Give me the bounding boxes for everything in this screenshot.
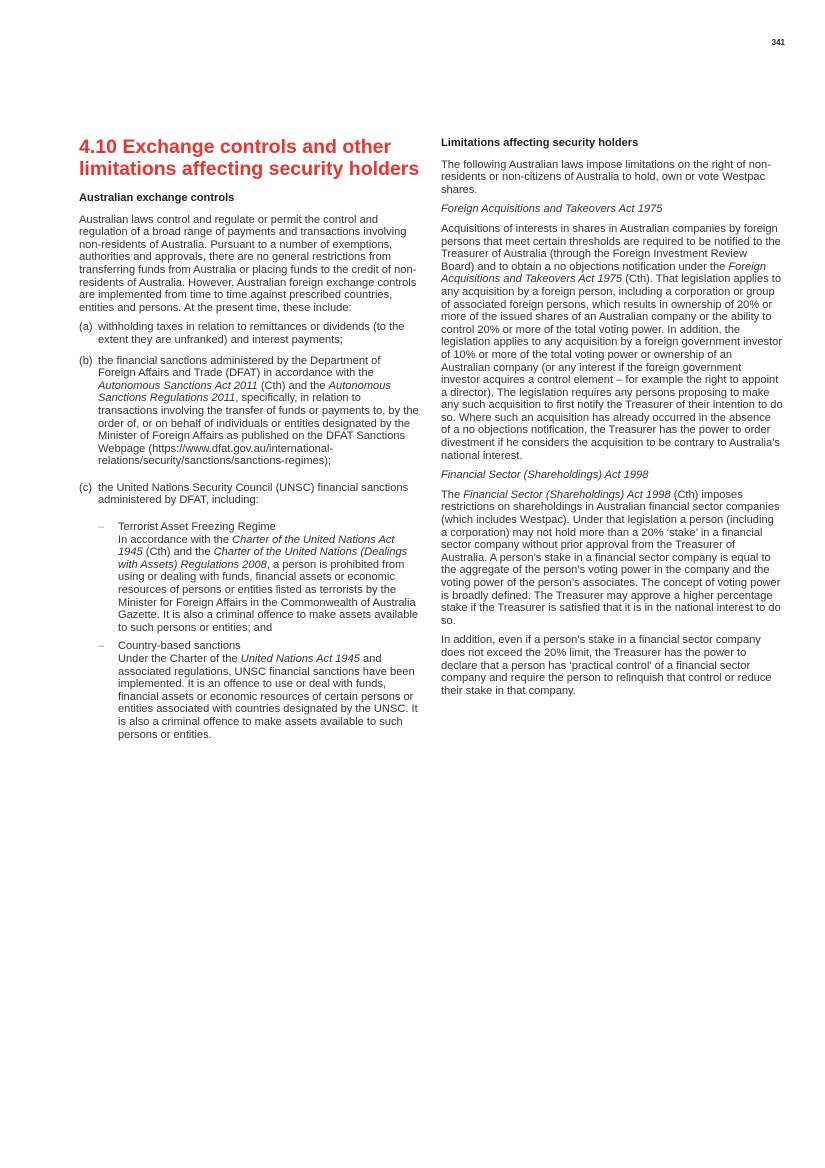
text-run: The (441, 488, 464, 501)
item-text: the United Nations Security Council (UNSC) financial sanctions administered by DFAT, including: (98, 481, 409, 507)
text-run: (Cth) and the (257, 379, 329, 392)
text-run: Acquisitions of interests in shares in Australian companies by foreign persons that meet certain thresholds are required to be notified to the Treasurer of Australia (through the Foreign Investment Review Board) and to obtain a no objections notification under the (441, 222, 781, 273)
left-column (79, 137, 421, 741)
text-run: (Cth) and the (142, 546, 214, 559)
list-item-c (79, 482, 421, 507)
item-text (98, 355, 421, 468)
text-run: (Cth). That legislation applies to any acquisition by a foreign person, including a corporation or group of associated foreign persons, which results in ownership of 20% or more of the issued shares of an Australian company or the ability to control 20% or more of the total voting power. In addition, the legislation applies to any acquisition by a foreign government investor of 10% or more of the total voting power or ownership of an Australian company (or any interest if the foreign government investor acquires a control element – for example the right to appoint a director). The legislation requires any persons proposing to make any such acquisition to first notify the Treasurer of their intention to do so. Where such an acquisition has already occurred in the absence of a no objections notification, the Treasurer has the power to order divestment if he considers the acquisition to be contrary to Australia’s national interest. (441, 273, 783, 462)
fata-paragraph (441, 223, 783, 462)
exchange-controls-subheading: Australian exchange controls (79, 192, 235, 204)
text-run: Under the Charter of the (118, 653, 241, 665)
act-title: Autonomous Sanctions Regulations 2011 (98, 379, 391, 405)
text-run: and associated regulations, UNSC financial sanctions have been implemented. It is an offence to use or deal with funds, financial assets or economic resources of certain persons or entities associated with countries designated by the UNSC. It is also a criminal offence to make assets available to such persons or entities. (118, 653, 418, 741)
sub-item-title: Terrorist Asset Freezing Regime (118, 521, 276, 534)
sub-item-terrorist-regime (98, 521, 421, 634)
text-run: (Cth) imposes restrictions on shareholdings in Australian financial sector companies (which includes Westpac). Under that legislation a person (including a corporation) may not hold more than a 20% ‘stake’ in a financial sector company without prior approval from the Treasurer of Australia. A person’s stake in a financial sector company is equal to the aggregate of the person’s voting power in the company and the voting power of the person’s associates. The concept of voting power is broadly defined. The Treasurer may approve a higher percentage stake if the Treasurer is satisfied that it is in the national interest to do so. (441, 488, 781, 627)
practical-control-paragraph: In addition, even if a person’s stake in a financial sector company does not exceed the 20% limit, the Treasurer has the power to declare that a person has ‘practical control’ of a financial sector company and require the person to relinquish that control or reduce their stake in that company. (441, 634, 772, 697)
act-title: Financial Sector (Shareholdings) Act 1998 (463, 488, 671, 501)
sub-item-text (118, 521, 421, 634)
dash-marker: – (98, 521, 105, 534)
exchange-controls-intro: Australian laws control and regulate or permit the control and regulation of a broad range of payments and transactions involving non-residents of Australia. Pursuant to a number of exemptions, authorities and approvals, there are no general restrictions from transferring funds from Australia or placing funds to the credit of non-residents of Australia. However, Australian foreign exchange controls are implemented from time to time against prescribed countries, entities and persons. At the present time, these include: (79, 213, 417, 314)
text-run: the financial sanctions administered by the Department of Foreign Affairs and Trade (DFAT) in accordance with the (98, 354, 381, 380)
act-title: United Nations Act 1945 (240, 653, 360, 665)
dash-marker: – (98, 640, 105, 653)
sub-item-title: Country-based sanctions (118, 640, 241, 653)
fssa-heading: Financial Sector (Shareholdings) Act 1998 (441, 469, 649, 482)
act-title: Charter of the United Nations Act 1945 (118, 533, 395, 559)
sub-item-country-sanctions (98, 640, 421, 741)
fssa-paragraph (441, 489, 783, 628)
limitations-intro: The following Australian laws impose limitations on the right of non-residents or non-citizens of Australia to hold, own or vote Westpac shares. (441, 158, 771, 196)
fata-heading: Foreign Acquisitions and Takeovers Act 1975 (441, 203, 663, 216)
list-item-a (79, 321, 421, 346)
text-run: In accordance with the (118, 533, 233, 546)
item-label: (a) (79, 321, 93, 334)
text-run: , a person is prohibited from using or dealing with funds, financial assets or economic resources of persons or entities listed as terrorists by the Minister for Foreign Affairs in the Commonwealth of Australia Gazette. It is also a criminal offence to make assets available to such persons or entities; and (118, 558, 419, 634)
text-run: , specifically, in relation to transactions involving the transfer of funds or payments to, by the order of, or on behalf of individuals or entities designated by the Minister of Foreign Affairs as published on the DFAT Sanctions Webpage (https://www.dfat.gov.au/international-relations/security/sanctions/sanctions-regimes); (98, 392, 419, 468)
page-number: 341 (771, 38, 785, 47)
item-label: (c) (79, 481, 92, 494)
limitations-subheading: Limitations affecting security holders (441, 137, 639, 149)
item-text: withholding taxes in relation to remittances or dividends (to the extent they are unfranked) and interest payments; (98, 321, 405, 346)
list-item-b (79, 355, 421, 468)
item-label: (b) (79, 354, 93, 367)
sub-item-text (118, 640, 421, 741)
section-heading: 4.10 Exchange controls and other limitations affecting security holders (79, 136, 420, 180)
act-title: Foreign Acquisitions and Takeovers Act 1975 (441, 260, 767, 286)
act-title: Autonomous Sanctions Act 2011 (98, 379, 258, 392)
right-column (441, 137, 783, 704)
act-title: Charter of the United Nations (Dealings with Assets) Regulations 2008 (118, 546, 408, 571)
